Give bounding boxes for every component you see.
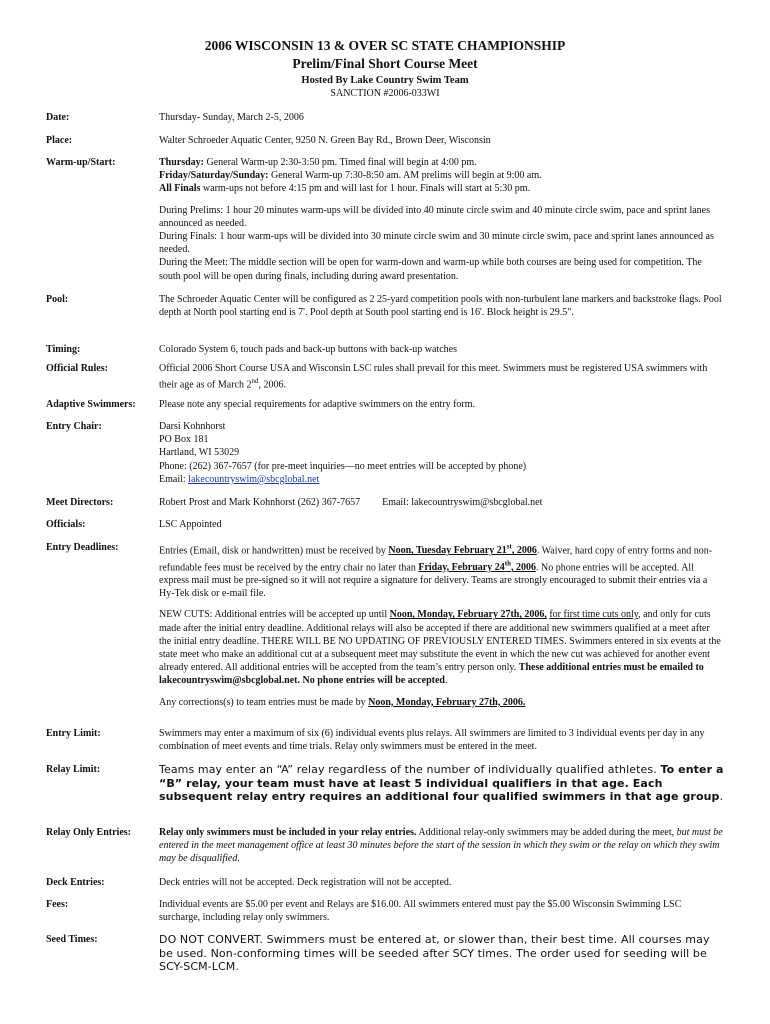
- relay-only-value: [159, 826, 724, 866]
- date-value: Thursday- Sunday, March 2-5, 2006: [159, 112, 304, 123]
- entry-chair-value: [159, 420, 724, 486]
- entry-chair-box: PO Box 181: [159, 434, 209, 446]
- relay-limit-bold: To enter a “B” relay, your team must have at least 5 individual qualifiers in that age. Each subsequent relay entry requires an additional four qualified swimmers in that age group: [159, 763, 724, 803]
- date-label: Date:: [46, 112, 70, 123]
- entry-chair-phone: Phone: (262) 367-7657 (for pre-meet inquiries—no meet entries will be accepted by phone): [159, 460, 527, 472]
- deadline-date-2-sup: th: [504, 559, 511, 568]
- officials-label: Officials:: [46, 519, 86, 530]
- pool-label: Pool:: [46, 294, 69, 305]
- relay-limit-value: [159, 763, 724, 804]
- fees-value: Individual events are $5.00 per event and Relays are $16.00. All swimmers entered must pay the $5.00 Wisconsin Swimming LSC surcharge, including relay only swimmers.: [159, 899, 682, 924]
- deadline-date-1-sup: st: [506, 543, 512, 551]
- relay-limit-text: Teams may enter an “A” relay regardless of the number of individually qualified athletes.: [159, 763, 661, 776]
- rules-sup: nd: [251, 377, 259, 386]
- rules-text-end: , 2006.: [258, 379, 286, 391]
- deadline-date-1: [388, 545, 536, 556]
- new-cuts-end: .: [444, 675, 448, 687]
- warmup-value: [159, 156, 724, 283]
- deadlines-value: [159, 541, 724, 709]
- entry-chair-city: Hartland, WI 53029: [159, 447, 240, 459]
- corrections-date: Noon, Monday, February 27th, 2006.: [368, 696, 526, 708]
- deck-label: Deck Entries:: [46, 877, 105, 888]
- place-value: Walter Schroeder Aquatic Center, 9250 N. Green Bay Rd., Brown Deer, Wisconsin: [159, 135, 491, 146]
- deck-value: Deck entries will not be accepted. Deck registration will not be accepted.: [159, 877, 452, 888]
- adaptive-label: Adaptive Swimmers:: [46, 399, 136, 410]
- adaptive-value: Please note any special requirements for adaptive swimmers on the entry form.: [159, 399, 476, 410]
- deadline-date-1-text: Noon, Tuesday February 21: [388, 545, 507, 557]
- meet-title: 2006 WISCONSIN 13 & OVER SC STATE CHAMPIONSHIP: [204, 38, 566, 53]
- timing-value: Colorado System 6, touch pads and back-up buttons with back-up watches: [159, 344, 457, 355]
- relay-only-text: Additional relay-only swimmers may be added during the meet,: [416, 827, 677, 838]
- deadline-date-2: [418, 559, 536, 573]
- timing-label: Timing:: [46, 344, 81, 355]
- deadlines-p1-text-2: . Waiver, hard copy of entry forms and non-refundable fees must be received by the entry chair no later than: [159, 545, 713, 573]
- warmup-fss-text: General Warm-up 7:30-8:50 am. AM prelims will begin at 9:00 am.: [268, 170, 542, 182]
- warmup-prelims: During Prelims: 1 hour 20 minutes warm-ups will be divided into 40 minute circle swim and 40 minute circle swim, pace and sprint lanes announced as needed.: [159, 204, 711, 229]
- entry-chair-email-label: Email:: [159, 473, 189, 485]
- seed-value: DO NOT CONVERT. Swimmers must be entered at, or slower than, their best time. All courses may be used. Non-conforming times will be seeded after SCY times. The order used for seeding will be SCY-SCM-LCM.: [159, 933, 710, 973]
- entry-chair-name: Darsi Kohnhorst: [159, 421, 226, 432]
- relay-only-italic: but must be entered in the meet management office at least 30 minutes before the start of the session in which they swim or the relay on which they swim may be disqualified.: [159, 827, 723, 865]
- deadline-date-2-text: Friday, February 24: [418, 561, 505, 573]
- place-label: Place:: [46, 135, 73, 146]
- warmup-finals-day: All Finals: [159, 183, 201, 195]
- pool-value: The Schroeder Aquatic Center will be configured as 2 25-yard competition pools with non-turbulent lane markers and backstroke flags. Pool depth at North pool starting end is 7'. Pool depth at South pool starting end is 16'. Block height is 29.5".: [159, 294, 722, 319]
- warmup-thursday-text: General Warm-up 2:30-3:50 pm. Timed final will begin at 4:00 pm.: [204, 157, 477, 168]
- warmup-finals-text: warm-ups not before 4:15 pm and will last for 1 hour. Finals will start at 5:30 pm.: [200, 183, 531, 195]
- fees-label: Fees:: [46, 899, 69, 910]
- directors-email: Email: lakecountryswim@sbcglobal.net: [382, 497, 543, 508]
- entry-chair-email-link[interactable]: lakecountryswim@sbcglobal.net: [188, 473, 320, 485]
- deadlines-p1-text: Entries (Email, disk or handwritten) must be received by: [159, 545, 389, 557]
- new-cuts-text-2: , and only for cuts made after the initial entry deadline. Additional relays will also be accepted if there are additional new swimmers qualified at a meet after the initial entry deadline. THERE WILL BE NO UPDATING OF PREVIOUSLY ENTERED TIMES. Swimmers entered in six events at the state meet who make an additional cut at a subsequent meet may substitute the event in which the new cut was achieved for another event already entered. All additional entries will be accepted from the team’s entry person only.: [159, 609, 721, 674]
- new-cuts-date: Noon, Monday, February 27th, 2006,: [389, 609, 547, 621]
- deadlines-label: Entry Deadlines:: [46, 542, 119, 553]
- deadline-date-1-year: , 2006: [511, 545, 537, 557]
- new-cuts-email-note: These additional entries must be emailed to lakecountryswim@sbcglobal.net. No phone entries will be accepted: [159, 662, 704, 687]
- warmup-fss-day: Friday/Saturday/Sunday:: [159, 170, 269, 182]
- warmup-finals: During Finals: 1 hour warm-ups will be divided into 30 minute circle swim and 30 minute circle swim, pace and sprint lanes announced as needed.: [159, 231, 714, 256]
- meet-host: Hosted By Lake Country Swim Team: [301, 75, 469, 86]
- entry-limit-label: Entry Limit:: [46, 728, 101, 739]
- corrections-text: Any corrections(s) to team entries must be made by: [159, 696, 369, 708]
- entry-limit-value: Swimmers may enter a maximum of six (6) individual events plus relays. All swimmers are limited to 3 individual events per day in any combination of meet events and time trials. Relay only swimmers must be entered in the meet.: [159, 728, 705, 753]
- directors-value: [159, 496, 724, 509]
- deadlines-p1-text-3: . No phone entries will be accepted. All express mail must be pre-signed so it will not require a signature for delivery. Teams are strongly encouraged to submit their entries via a Hy-Tek disk or e-mail file.: [159, 561, 708, 600]
- relay-limit-end: .: [719, 790, 724, 803]
- sanction-number: SANCTION #2006-033WI: [330, 88, 440, 99]
- rules-text: Official 2006 Short Course USA and Wisconsin LSC rules shall prevail for this meet. Swimmers must be registered USA swimmers with their age as of March 2: [159, 363, 708, 391]
- deadline-date-2-year: , 2006: [510, 561, 536, 573]
- rules-label: Official Rules:: [46, 363, 108, 374]
- relay-only-bold: Relay only swimmers must be included in your relay entries.: [159, 827, 417, 838]
- relay-only-label: Relay Only Entries:: [46, 827, 131, 838]
- warmup-label: Warm-up/Start:: [46, 157, 116, 168]
- officials-value: LSC Appointed: [159, 519, 222, 530]
- warmup-thursday-day: Thursday:: [159, 157, 205, 168]
- relay-limit-label: Relay Limit:: [46, 764, 101, 775]
- entry-chair-label: Entry Chair:: [46, 421, 102, 432]
- new-cuts-first-time: for first time cuts only: [549, 609, 639, 621]
- directors-label: Meet Directors:: [46, 497, 114, 508]
- warmup-during-meet: During the Meet: The middle section will be open for warm-down and warm-up while both courses are being used for competition. The south pool will be open during finals, including during award presentation.: [159, 257, 702, 282]
- seed-label: Seed Times:: [46, 934, 98, 945]
- rules-value: [159, 362, 724, 392]
- meet-subtitle: Prelim/Final Short Course Meet: [292, 56, 478, 71]
- new-cuts-text: NEW CUTS: Additional entries will be accepted up until: [159, 609, 390, 621]
- directors-names: Robert Prost and Mark Kohnhorst (262) 367-7657: [159, 497, 361, 508]
